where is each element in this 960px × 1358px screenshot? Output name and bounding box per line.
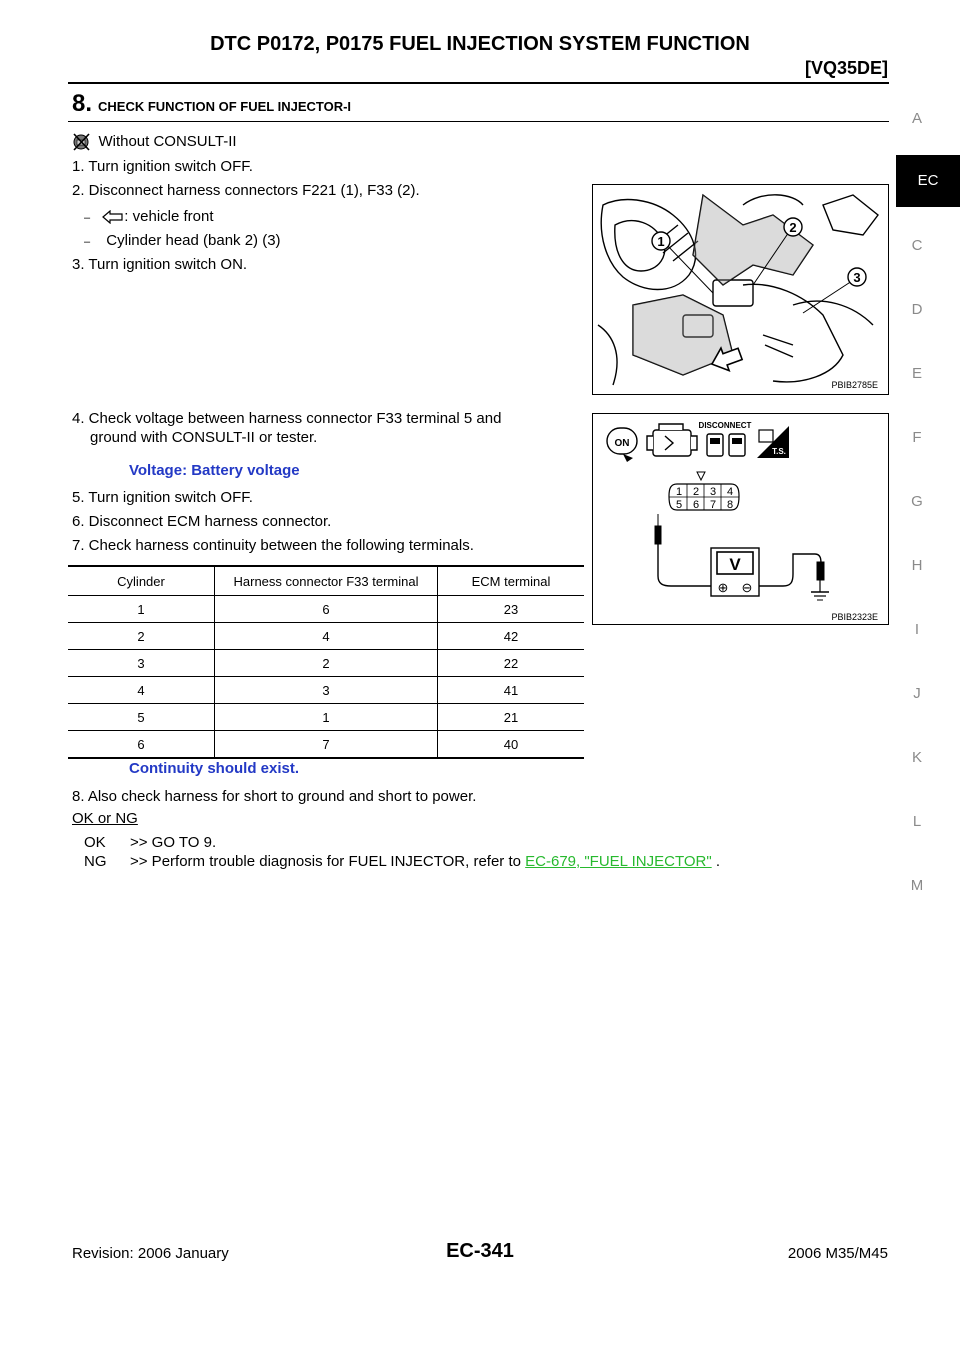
ng-result — [130, 853, 720, 870]
table-row — [68, 596, 584, 623]
svg-text:3: 3 — [853, 270, 861, 285]
engine-icon — [647, 424, 697, 456]
footer-revision: Revision: 2006 January — [72, 1245, 229, 1262]
table-cell: 4 — [215, 623, 438, 650]
instruction-8: 8. Also check harness for short to ground and short to power. — [72, 788, 477, 805]
instruction-3: 3. Turn ignition switch ON. — [72, 256, 248, 273]
svg-text:1: 1 — [675, 486, 683, 498]
svg-text:T.S.: T.S. — [772, 447, 786, 456]
svg-text:6: 6 — [692, 499, 700, 511]
figure-code: PBIB2323E — [831, 612, 878, 622]
tester-ts-icon — [757, 426, 789, 458]
side-tab-k[interactable]: K — [911, 749, 922, 766]
callout-3 — [848, 268, 866, 286]
side-tab-i[interactable]: I — [914, 621, 920, 638]
table-cell: 3 — [215, 677, 438, 704]
svg-text:⊖: ⊖ — [741, 580, 753, 595]
instruction-1: 1. Turn ignition switch OFF. — [72, 158, 253, 175]
engine-harness-connector-figure — [592, 184, 889, 395]
side-tab-c[interactable]: C — [911, 237, 923, 254]
svg-text:DISCONNECT: DISCONNECT — [698, 421, 752, 430]
svg-text:⊕: ⊕ — [717, 580, 729, 595]
vehicle-front-label: : vehicle front — [124, 208, 214, 225]
table-row — [68, 650, 584, 677]
table-cell: 7 — [215, 731, 438, 759]
instruction-4-line1: 4. Check voltage between harness connector F33 terminal 5 and — [72, 410, 502, 427]
vehicle-front-arrow-icon — [102, 210, 124, 224]
page-title: DTC P0172, P0175 FUEL INJECTION SYSTEM FUNCTION — [210, 33, 750, 55]
disconnect-icon — [699, 421, 752, 456]
voltmeter-icon — [711, 548, 759, 596]
engine-illustration — [593, 185, 888, 394]
table-row — [68, 677, 584, 704]
table-row — [68, 704, 584, 731]
table-cell: 6 — [215, 596, 438, 623]
instruction-6: 6. Disconnect ECM harness connector. — [72, 513, 332, 530]
voltage-check-figure — [592, 413, 889, 625]
table-cell: 40 — [438, 731, 585, 759]
svg-text:2: 2 — [692, 486, 700, 498]
ok-or-ng-label: OK or NG — [72, 810, 138, 827]
figure-code: PBIB2785E — [831, 380, 878, 390]
header-rule — [68, 82, 889, 84]
table-cell: 2 — [68, 623, 215, 650]
table-cell: 21 — [438, 704, 585, 731]
step-heading — [72, 90, 351, 118]
table-cell: 41 — [438, 677, 585, 704]
table-cell: 5 — [68, 704, 215, 731]
svg-text:8: 8 — [726, 499, 734, 511]
table-row — [68, 731, 584, 759]
table-header-row — [68, 566, 584, 596]
ok-code: OK — [84, 834, 106, 851]
dash: – — [84, 212, 91, 224]
side-tab-h[interactable]: H — [911, 557, 923, 574]
ng-code: NG — [84, 853, 107, 870]
without-consult-row — [72, 132, 237, 152]
table-cell: 42 — [438, 623, 585, 650]
harness-connector-f33 — [669, 472, 739, 511]
instruction-2: 2. Disconnect harness connectors F221 (1), F33 (2). — [72, 182, 420, 199]
table-cell: 3 — [68, 650, 215, 677]
table-header-ecm-terminal: ECM terminal — [438, 566, 585, 596]
svg-text:4: 4 — [726, 486, 734, 498]
spec-battery-voltage: Voltage: Battery voltage — [129, 462, 300, 479]
sub-item-cylinder-head — [84, 232, 281, 249]
spec-continuity: Continuity should exist. — [129, 760, 300, 777]
step-rule — [68, 121, 889, 122]
table-row — [68, 623, 584, 650]
svg-text:7: 7 — [709, 499, 717, 511]
table-cell: 1 — [68, 596, 215, 623]
side-tab-m[interactable]: M — [910, 877, 924, 894]
side-tab-f[interactable]: F — [912, 429, 922, 446]
ok-result: >> GO TO 9. — [130, 834, 217, 851]
no-consult-icon — [72, 132, 92, 152]
svg-text:5: 5 — [675, 499, 683, 511]
side-tab-e[interactable]: E — [911, 365, 922, 382]
instruction-5: 5. Turn ignition switch OFF. — [72, 489, 253, 506]
svg-text:V: V — [729, 555, 741, 574]
callout-2 — [784, 218, 802, 236]
side-tab-g[interactable]: G — [911, 493, 923, 510]
instruction-7: 7. Check harness continuity between the following terminals. — [72, 537, 474, 554]
table-cell: 4 — [68, 677, 215, 704]
footer-model: 2006 M35/M45 — [787, 1245, 888, 1262]
table-cell: 23 — [438, 596, 585, 623]
cylinder-head-label: Cylinder head (bank 2) (3) — [106, 232, 281, 249]
voltage-check-diagram — [593, 414, 888, 624]
step-number: 8. — [72, 90, 93, 117]
side-tab-a[interactable]: A — [911, 110, 922, 127]
without-consult-label: Without CONSULT-II — [98, 133, 237, 151]
ng-result-end: . — [715, 853, 721, 870]
step-title: CHECK FUNCTION OF FUEL INJECTOR-I — [98, 99, 352, 114]
callout-1 — [652, 232, 670, 250]
table-cell: 1 — [215, 704, 438, 731]
svg-text:1: 1 — [657, 234, 665, 249]
sub-item-vehicle-front — [84, 208, 214, 225]
engine-code: [VQ35DE] — [804, 58, 888, 78]
page-number: EC-341 — [446, 1240, 514, 1262]
table-cell: 22 — [438, 650, 585, 677]
side-tab-j[interactable]: J — [913, 685, 921, 702]
svg-text:2: 2 — [789, 220, 797, 235]
ignition-on-icon — [607, 428, 637, 462]
continuity-table — [68, 565, 584, 759]
side-tab-ec-active[interactable]: EC — [896, 155, 960, 207]
instruction-4-line2: ground with CONSULT-II or tester. — [90, 429, 318, 446]
side-tab-d[interactable]: D — [911, 301, 923, 318]
fuel-injector-link[interactable]: EC-679, "FUEL INJECTOR" — [525, 853, 712, 870]
side-tab-l[interactable]: L — [912, 813, 922, 830]
dash: – — [84, 236, 91, 248]
svg-text:ON: ON — [614, 438, 630, 449]
table-cell: 2 — [215, 650, 438, 677]
ng-result-text: >> Perform trouble diagnosis for FUEL INJECTOR, refer to — [130, 853, 521, 870]
table-header-cylinder: Cylinder — [68, 566, 215, 596]
table-header-f33-terminal: Harness connector F33 terminal — [215, 566, 438, 596]
table-cell: 6 — [68, 731, 215, 759]
svg-text:3: 3 — [709, 486, 717, 498]
